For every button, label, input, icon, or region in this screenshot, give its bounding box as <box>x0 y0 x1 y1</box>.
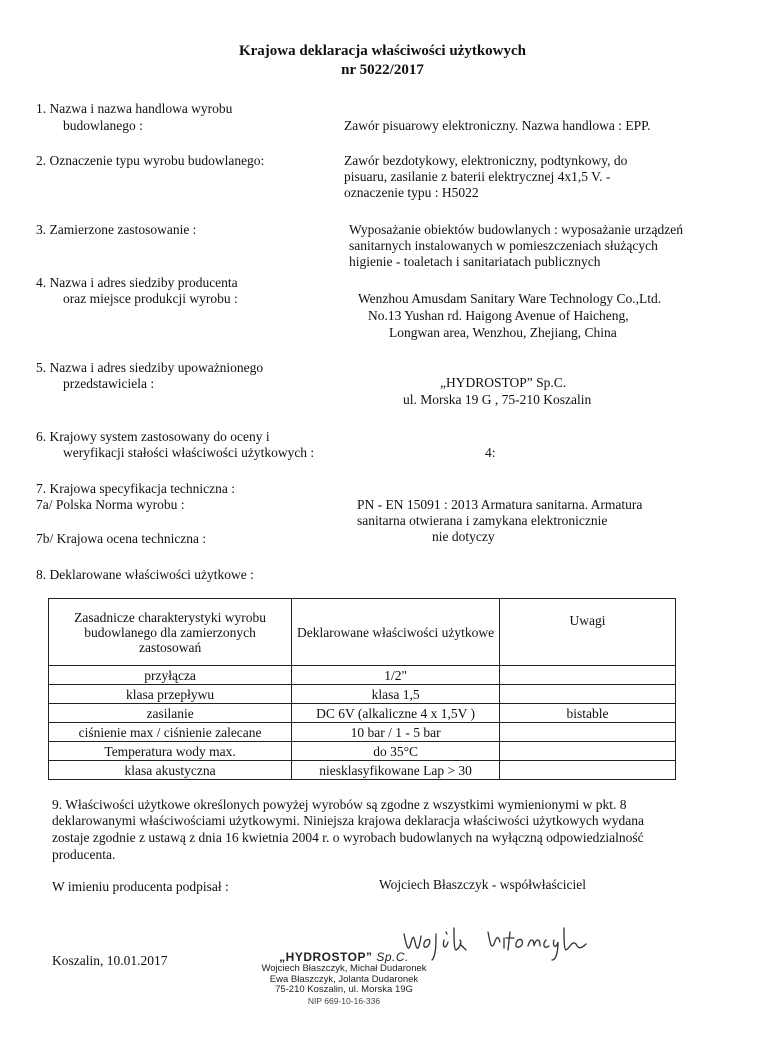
table-cell: 1/2" <box>292 666 500 685</box>
item-1-value: Zawór pisuarowy elektroniczny. Nazwa handlowa : EPP. <box>344 118 651 133</box>
stamp-brand-name: „HYDROSTOP” <box>279 950 373 964</box>
table-cell: Temperatura wody max. <box>49 742 292 761</box>
table-header-row <box>49 599 676 666</box>
table-cell <box>500 723 676 742</box>
table-row <box>49 761 676 780</box>
table-cell <box>500 742 676 761</box>
stamp-line: Wojciech Błaszczyk, Michał Dudaronek <box>261 963 427 974</box>
properties-table <box>48 598 676 780</box>
table-cell: DC 6V (alkaliczne 4 x 1,5V ) <box>292 704 500 723</box>
item-6-value: 4: <box>485 445 496 460</box>
item-7a-label: 7a/ Polska Norma wyrobu : <box>36 497 185 512</box>
stamp-brand-suffix: Sp.C. <box>376 950 409 964</box>
table-row <box>49 666 676 685</box>
table-cell: klasa akustyczna <box>49 761 292 780</box>
table-header-cell: Deklarowane właściwości użytkowe <box>292 599 500 666</box>
table-cell: ciśnienie max / ciśnienie zalecane <box>49 723 292 742</box>
item-4-value-line2: No.13 Yushan rd. Haigong Avenue of Haicheng, <box>368 308 629 323</box>
table-row <box>49 742 676 761</box>
table-row <box>49 723 676 742</box>
table-cell: zasilanie <box>49 704 292 723</box>
item-1-label-cont: budowlanego : <box>63 118 143 133</box>
stamp-brand <box>254 950 434 964</box>
table-cell: klasa 1,5 <box>292 685 500 704</box>
item-9-line2: deklarowanymi właściwościami użytkowymi. Niniejsza krajowa deklaracja właściwości użytkowych wydana <box>52 813 644 828</box>
item-3-label: 3. Zamierzone zastosowanie : <box>36 222 197 237</box>
item-5-label-cont: przedstawiciela : <box>63 376 155 391</box>
table-cell: klasa przepływu <box>49 685 292 704</box>
item-2-label: 2. Oznaczenie typu wyrobu budowlanego: <box>36 153 265 168</box>
table-cell <box>500 685 676 704</box>
item-7b-value: nie dotyczy <box>432 529 495 544</box>
stamp-line: NIP 669-10-16-336 <box>307 995 381 1006</box>
item-6-label-cont: weryfikacji stałości właściwości użytkowych : <box>63 445 315 460</box>
item-9-line4: producenta. <box>52 847 116 862</box>
place-and-date: Koszalin, 10.01.2017 <box>52 953 168 968</box>
item-4-label-cont: oraz miejsce produkcji wyrobu : <box>63 291 238 306</box>
table-cell: 10 bar / 1 - 5 bar <box>292 723 500 742</box>
item-1-label: 1. Nazwa i nazwa handlowa wyrobu <box>36 101 233 116</box>
item-4-label: 4. Nazwa i adres siedziby producenta <box>36 275 238 290</box>
table-cell <box>500 666 676 685</box>
item-7-label: 7. Krajowa specyfikacja techniczna : <box>36 481 236 496</box>
item-3-value: Wyposażanie obiektów budowlanych : wyposażanie urządzeń sanitarnych instalowanych w pomieszczeniach służących higienie - toaletach i sanitariatach publicznych <box>349 222 683 269</box>
item-7a-value-line2: sanitarna otwierana i zamykana elektronicznie <box>357 513 608 528</box>
table-cell: niesklasyfikowane Lap > 30 <box>292 761 500 780</box>
item-7a-value-line1: PN - EN 15091 : 2013 Armatura sanitarna. Armatura <box>357 497 643 512</box>
item-2-value: Zawór bezdotykowy, elektroniczny, podtynkowy, do pisuaru, zasilanie z baterii elektrycznej 4x1,5 V. - oznaczenie typu : H5022 <box>344 153 628 200</box>
item-5-value-line1: „HYDROSTOP” Sp.C. <box>440 375 567 390</box>
table-cell <box>500 761 676 780</box>
table-cell: do 35°C <box>292 742 500 761</box>
document-number: nr 5022/2017 <box>341 62 424 78</box>
item-9-line3: zostaje zgodnie z ustawą z dnia 16 kwietnia 2004 r. o wyrobach budowlanych na wyłączną odpowiedzialność <box>52 830 644 845</box>
stamp-line: Ewa Błaszczyk, Jolanta Dudaronek <box>269 973 419 985</box>
table-row <box>49 704 676 723</box>
item-7b-label: 7b/ Krajowa ocena techniczna : <box>36 531 207 546</box>
table-row <box>49 685 676 704</box>
table-header-cell: Uwagi <box>500 599 676 666</box>
document-title: Krajowa deklaracja właściwości użytkowych <box>238 43 527 59</box>
signatory-name: Wojciech Błaszczyk - współwłaściciel <box>379 877 586 892</box>
item-8-label: 8. Deklarowane właściwości użytkowe : <box>36 567 254 582</box>
signed-by-label: W imieniu producenta podpisał : <box>52 879 229 894</box>
item-6-label: 6. Krajowy system zastosowany do oceny i <box>36 429 270 444</box>
item-9-line1: 9. Właściwości użytkowe określonych powyżej wyrobów są zgodne z wszystkimi wymienionymi w pkt. 8 <box>52 797 627 812</box>
company-stamp <box>254 950 434 1006</box>
item-5-value-line2: ul. Morska 19 G , 75-210 Koszalin <box>403 392 592 407</box>
table-header-cell: Zasadnicze charakterystyki wyrobu budowlanego dla zamierzonych zastosowań <box>49 599 292 666</box>
table-cell: przyłącza <box>49 666 292 685</box>
stamp-line: 75-210 Koszalin, ul. Morska 19G <box>275 984 413 995</box>
table-cell: bistable <box>500 704 676 723</box>
item-4-value-line3: Longwan area, Wenzhou, Zhejiang, China <box>389 325 617 340</box>
item-4-value-line1: Wenzhou Amusdam Sanitary Ware Technology Co.,Ltd. <box>358 291 662 306</box>
item-5-label: 5. Nazwa i adres siedziby upoważnionego <box>36 360 264 375</box>
